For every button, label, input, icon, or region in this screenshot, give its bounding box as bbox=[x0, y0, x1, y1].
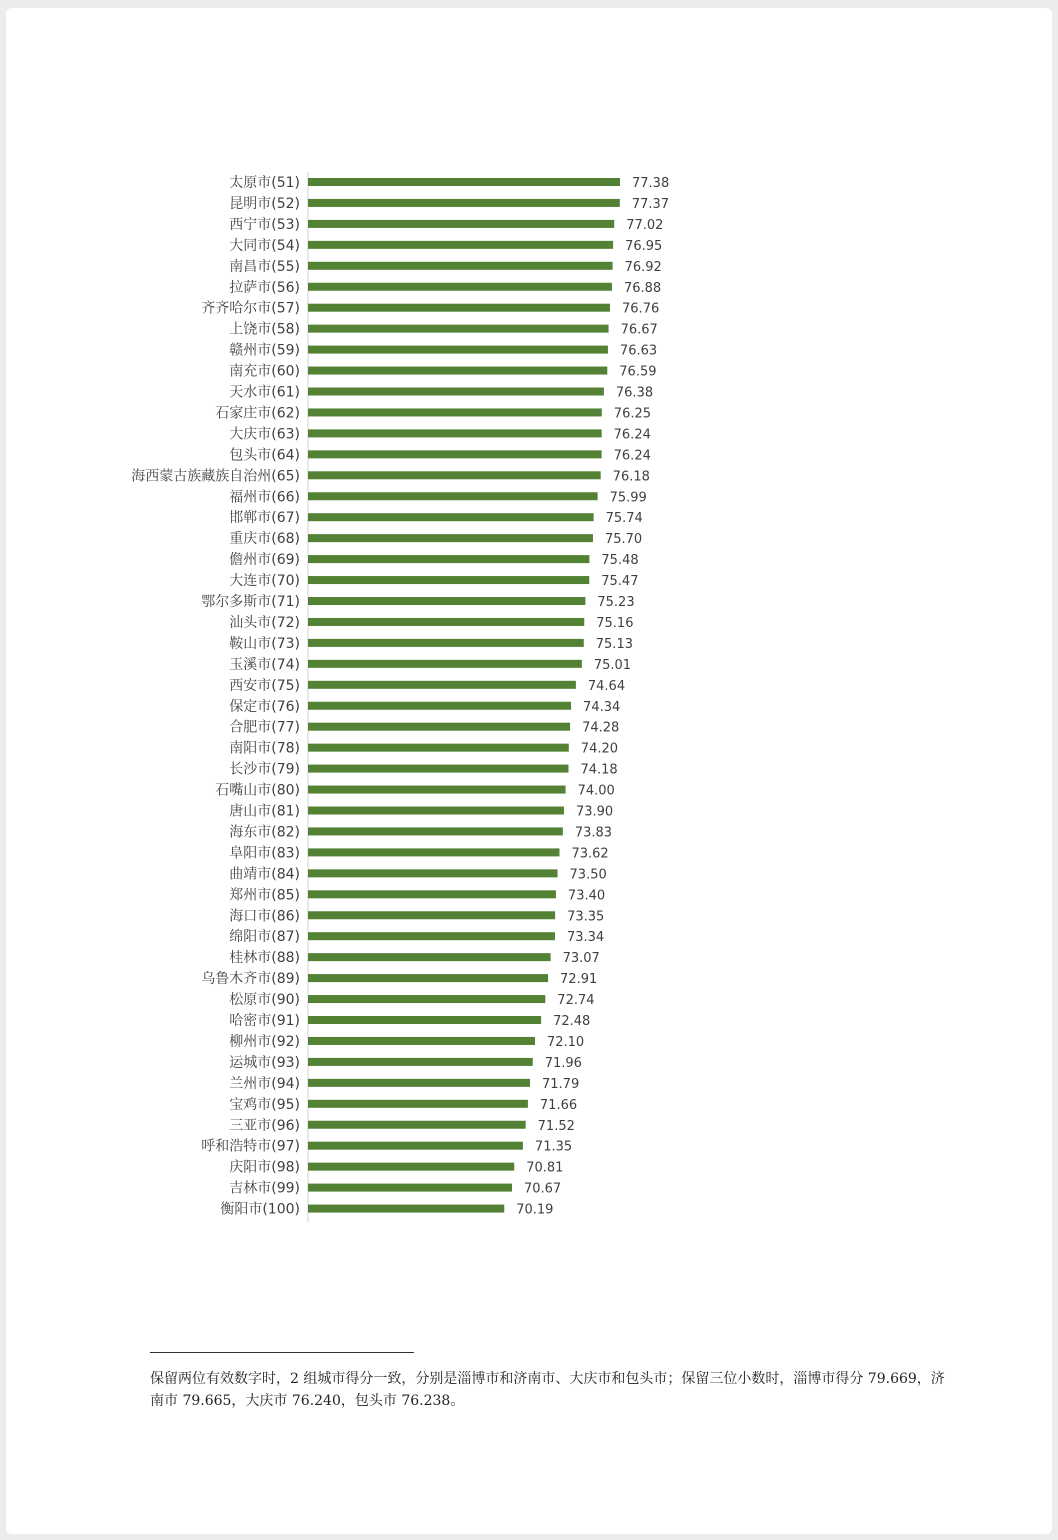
category-label: 西安市(75) bbox=[229, 677, 300, 694]
category-label: 石嘴山市(80) bbox=[215, 782, 300, 799]
category-label: 南充市(60) bbox=[229, 363, 300, 380]
category-label: 三亚市(96) bbox=[229, 1117, 300, 1134]
category-label: 哈密市(91) bbox=[229, 1013, 300, 1029]
value-label: 74.28 bbox=[582, 720, 620, 736]
value-label: 75.47 bbox=[601, 574, 639, 590]
bar bbox=[308, 367, 607, 375]
category-label: 庆阳市(98) bbox=[229, 1159, 300, 1176]
value-label: 73.90 bbox=[575, 804, 614, 820]
category-label: 桂林市(88) bbox=[229, 950, 300, 967]
value-label: 75.16 bbox=[596, 615, 634, 631]
value-label: 71.96 bbox=[544, 1055, 582, 1071]
bar bbox=[308, 869, 558, 877]
category-label: 郑州市(85) bbox=[229, 887, 300, 904]
category-label: 衡阳市(100) bbox=[220, 1201, 300, 1218]
bar bbox=[308, 178, 620, 186]
category-label: 玉溪市(74) bbox=[229, 656, 300, 673]
value-label: 76.76 bbox=[622, 301, 660, 317]
category-label: 曲靖市(84) bbox=[229, 866, 300, 883]
value-label: 76.24 bbox=[613, 427, 651, 443]
bar bbox=[308, 304, 610, 312]
bar bbox=[308, 199, 620, 207]
category-label: 邯郸市(67) bbox=[229, 510, 300, 527]
value-label: 74.18 bbox=[580, 762, 618, 778]
value-label: 76.59 bbox=[619, 364, 657, 380]
bar bbox=[308, 890, 556, 898]
value-label: 77.38 bbox=[632, 176, 670, 191]
bar bbox=[308, 848, 559, 856]
value-label: 76.25 bbox=[613, 406, 652, 422]
category-label: 大同市(54) bbox=[229, 237, 300, 254]
value-label: 74.64 bbox=[587, 678, 626, 694]
bar bbox=[308, 471, 601, 479]
value-label: 76.95 bbox=[625, 238, 663, 254]
category-label: 福州市(66) bbox=[229, 489, 300, 506]
bar bbox=[308, 429, 602, 437]
value-label: 76.24 bbox=[613, 448, 651, 464]
bar bbox=[308, 1184, 512, 1192]
value-label: 75.01 bbox=[593, 657, 632, 673]
category-label: 运城市(93) bbox=[229, 1054, 300, 1071]
value-label: 76.67 bbox=[620, 322, 658, 338]
bar bbox=[308, 388, 604, 396]
category-label: 包头市(64) bbox=[229, 447, 300, 464]
value-label: 73.62 bbox=[571, 846, 609, 862]
bar bbox=[308, 408, 602, 416]
bar bbox=[308, 765, 568, 773]
category-label: 齐齐哈尔市(57) bbox=[201, 300, 300, 317]
value-label: 76.18 bbox=[612, 469, 650, 485]
category-label: 石家庄市(62) bbox=[215, 405, 300, 422]
category-label: 儋州市(69) bbox=[229, 552, 300, 569]
value-label: 71.66 bbox=[539, 1097, 578, 1113]
bar bbox=[308, 995, 545, 1003]
category-label: 长沙市(79) bbox=[229, 761, 300, 778]
bar bbox=[308, 639, 584, 647]
bar bbox=[308, 283, 612, 291]
category-label: 呼和浩特市(97) bbox=[201, 1138, 300, 1155]
bar bbox=[308, 534, 593, 542]
value-label: 75.48 bbox=[601, 553, 639, 569]
document-page bbox=[6, 8, 1052, 1534]
category-label: 合肥市(77) bbox=[229, 719, 300, 736]
category-label: 乌鲁木齐市(89) bbox=[201, 971, 300, 988]
bar-chart bbox=[6, 8, 1052, 1328]
value-label: 73.83 bbox=[574, 825, 613, 841]
category-label: 赣州市(59) bbox=[229, 342, 300, 359]
bar bbox=[308, 241, 613, 249]
bar bbox=[308, 1058, 533, 1066]
value-label: 71.52 bbox=[537, 1118, 575, 1134]
category-label: 南阳市(78) bbox=[229, 740, 300, 757]
bar bbox=[308, 220, 614, 228]
value-label: 75.70 bbox=[604, 532, 643, 548]
bar bbox=[308, 1142, 523, 1150]
category-label: 柳州市(92) bbox=[229, 1033, 300, 1050]
category-label: 昆明市(52) bbox=[229, 195, 300, 212]
bar bbox=[308, 346, 608, 354]
category-label: 鄂尔多斯市(71) bbox=[201, 594, 300, 610]
value-label: 72.48 bbox=[553, 1014, 591, 1029]
value-label: 74.00 bbox=[577, 783, 615, 799]
category-label: 重庆市(68) bbox=[229, 531, 300, 548]
category-label: 绵阳市(87) bbox=[229, 929, 300, 946]
bar bbox=[308, 702, 571, 710]
value-label: 71.35 bbox=[534, 1139, 573, 1155]
category-label: 海东市(82) bbox=[229, 824, 300, 841]
bar bbox=[308, 1016, 541, 1024]
value-label: 75.23 bbox=[597, 595, 635, 610]
footnote-divider bbox=[150, 1352, 414, 1353]
value-label: 75.13 bbox=[595, 636, 633, 652]
value-label: 71.79 bbox=[542, 1076, 580, 1092]
value-label: 77.02 bbox=[626, 217, 664, 233]
value-label: 75.99 bbox=[609, 490, 647, 506]
value-label: 73.34 bbox=[566, 930, 605, 946]
category-label: 宝鸡市(95) bbox=[229, 1096, 300, 1113]
bar bbox=[308, 827, 563, 835]
category-label: 吉林市(99) bbox=[229, 1180, 300, 1197]
bar bbox=[308, 492, 598, 500]
bar bbox=[308, 1037, 535, 1045]
value-label: 77.37 bbox=[631, 196, 670, 212]
category-label: 大庆市(63) bbox=[229, 426, 300, 443]
bar bbox=[308, 576, 589, 584]
value-label: 70.19 bbox=[516, 1202, 554, 1218]
value-label: 76.92 bbox=[624, 259, 662, 275]
value-label: 74.20 bbox=[580, 741, 619, 757]
category-label: 大连市(70) bbox=[229, 573, 300, 590]
bar bbox=[308, 974, 548, 982]
bar bbox=[308, 786, 566, 794]
category-label: 保定市(76) bbox=[229, 698, 300, 715]
category-label: 海西蒙古族藏族自治州(65) bbox=[131, 468, 300, 485]
bar bbox=[308, 450, 602, 458]
bar bbox=[308, 555, 589, 563]
category-label: 海口市(86) bbox=[229, 908, 300, 925]
bar bbox=[308, 618, 584, 626]
bar bbox=[308, 597, 585, 605]
value-label: 74.34 bbox=[583, 699, 621, 715]
bar bbox=[308, 1079, 530, 1087]
value-label: 73.40 bbox=[567, 888, 606, 904]
value-label: 72.91 bbox=[560, 972, 598, 988]
category-label: 松原市(90) bbox=[229, 992, 300, 1009]
footnote-text: 保留两位有效数字时，2 组城市得分一致，分别是淄博市和济南市、大庆市和包头市；保留三位小数时，淄博市得分 79.669，济南市 79.665，大庆市 76.240，包头市 76.238。 bbox=[150, 1371, 945, 1409]
category-label: 阜阳市(83) bbox=[229, 845, 300, 862]
value-label: 72.74 bbox=[557, 993, 595, 1009]
value-label: 76.88 bbox=[623, 280, 662, 296]
value-label: 76.38 bbox=[615, 385, 654, 401]
value-label: 70.81 bbox=[526, 1160, 564, 1176]
value-label: 70.67 bbox=[523, 1181, 562, 1197]
bar bbox=[308, 1205, 504, 1213]
value-label: 73.07 bbox=[562, 951, 600, 967]
category-label: 上饶市(58) bbox=[229, 321, 300, 338]
value-label: 75.74 bbox=[605, 511, 643, 527]
bar bbox=[308, 1121, 526, 1129]
bar bbox=[308, 1100, 528, 1108]
bar bbox=[308, 723, 570, 731]
bars-layer bbox=[131, 174, 669, 1218]
bar bbox=[308, 325, 609, 333]
bar bbox=[308, 513, 594, 521]
category-label: 兰州市(94) bbox=[229, 1075, 300, 1092]
value-label: 72.10 bbox=[546, 1034, 585, 1050]
bar bbox=[308, 807, 564, 815]
bar bbox=[308, 681, 576, 689]
category-label: 鞍山市(73) bbox=[229, 635, 300, 652]
bar bbox=[308, 1163, 514, 1171]
category-label: 拉萨市(56) bbox=[229, 279, 300, 296]
bar bbox=[308, 660, 582, 668]
category-label: 西宁市(53) bbox=[229, 216, 300, 233]
bar bbox=[308, 932, 555, 940]
value-label: 73.50 bbox=[569, 867, 607, 883]
category-label: 天水市(61) bbox=[229, 384, 300, 401]
category-label: 汕头市(72) bbox=[229, 614, 300, 631]
value-label: 73.35 bbox=[567, 909, 605, 925]
bar bbox=[308, 744, 569, 752]
bar bbox=[308, 953, 551, 961]
value-label: 76.63 bbox=[619, 343, 658, 359]
bar bbox=[308, 911, 555, 919]
category-label: 太原市(51) bbox=[229, 175, 300, 191]
category-label: 唐山市(81) bbox=[229, 803, 300, 820]
category-label: 南昌市(55) bbox=[229, 258, 300, 275]
bar bbox=[308, 262, 613, 270]
